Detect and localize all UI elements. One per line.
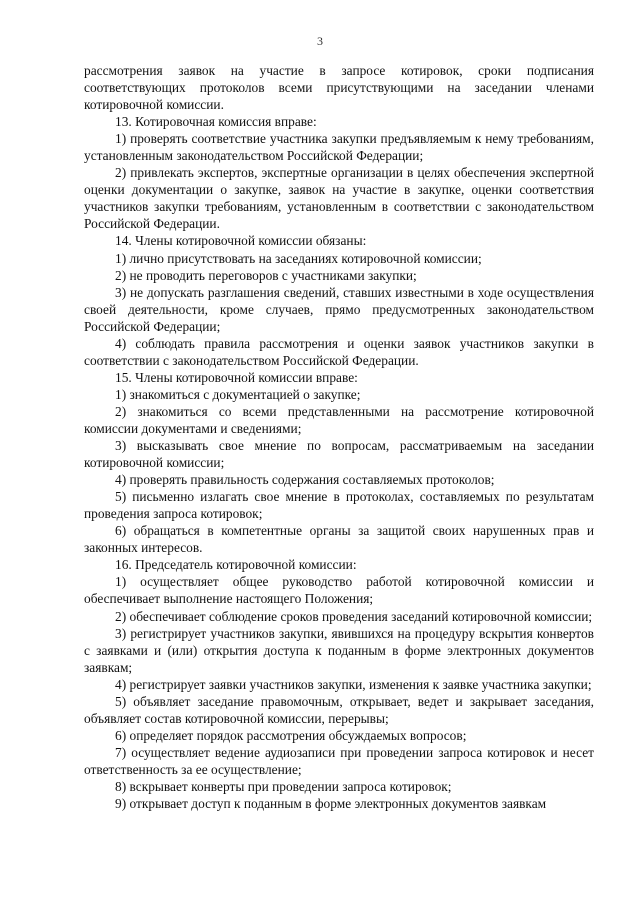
paragraph: 2) не проводить переговоров с участниками закупки; <box>115 267 417 283</box>
paragraph: 7) осуществляет ведение аудиозаписи при проведении запроса котировок и несет ответственность за ее осуществление; <box>84 744 594 777</box>
paragraph: 1) знакомиться с документацией о закупке; <box>115 386 361 402</box>
paragraph: 4) регистрирует заявки участников закупки, изменения к заявке участника закупки; <box>115 676 592 692</box>
paragraph: 2) привлекать экспертов, экспертные организации в целях обеспечения экспертной оценки документации о закупке, заявок на участие в закупке, оценки соответствия участников закупки требованиям, установленным в соответствии с законодательством Российской Федерации. <box>84 165 594 232</box>
paragraph: 15. Члены котировочной комиссии вправе: <box>115 369 358 385</box>
paragraph: 2) обеспечивает соблюдение сроков проведения заседаний котировочной комиссии; <box>115 608 593 624</box>
paragraph: 16. Председатель котировочной комиссии: <box>115 557 357 573</box>
paragraph: 6) определяет порядок рассмотрения обсуждаемых вопросов; <box>115 727 467 743</box>
paragraph: 14. Члены котировочной комиссии обязаны: <box>115 233 367 249</box>
paragraph: 1) лично присутствовать на заседаниях котировочной комиссии; <box>115 250 482 266</box>
paragraph: 9) открывает доступ к поданным в форме электронных документов заявкам <box>115 796 547 812</box>
paragraph: 6) обращаться в компетентные органы за защитой своих нарушенных прав и законных интересов. <box>84 523 594 556</box>
paragraph: 2) знакомиться со всеми представленными на рассмотрение котировочной комиссии документами и сведениями; <box>84 403 594 436</box>
paragraph: 5) объявляет заседание правомочным, открывает, ведет и закрывает заседания, объявляет состав котировочной комиссии, перерывы; <box>84 693 594 726</box>
paragraph: рассмотрения заявок на участие в запросе котировок, сроки подписания соответствующих протоколов всеми присутствующими на заседании членами котировочной комиссии. <box>84 63 594 113</box>
paragraph: 1) проверять соответствие участника закупки предъявляемым к нему требованиям, установленным законодательством Российской Федерации; <box>84 131 594 164</box>
paragraph: 4) проверять правильность содержания составляемых протоколов; <box>115 472 495 488</box>
document-body <box>84 62 594 812</box>
paragraph: 3) не допускать разглашения сведений, ставших известными в ходе осуществления своей деятельности, кроме случаев, прямо предусмотренных законодательством Российской Федерации; <box>84 284 594 334</box>
paragraph: 8) вскрывает конверты при проведении запроса котировок; <box>115 778 452 794</box>
paragraph: 3) регистрирует участников закупки, явившихся на процедуру вскрытия конвертов с заявками и (или) открытия доступа к поданным в форме электронных документов заявкам; <box>84 625 594 675</box>
paragraph: 13. Котировочная комиссия вправе: <box>115 114 317 130</box>
paragraph: 1) осуществляет общее руководство работой котировочной комиссии и обеспечивает выполнение настоящего Положения; <box>84 574 594 607</box>
paragraph: 4) соблюдать правила рассмотрения и оценки заявок участников закупки в соответствии с законодательством Российской Федерации. <box>84 335 594 368</box>
page-number: 3 <box>317 34 323 48</box>
paragraph: 5) письменно излагать свое мнение в протоколах, составляемых по результатам проведения запроса котировок; <box>84 489 594 522</box>
paragraph: 3) высказывать свое мнение по вопросам, рассматриваемым на заседании котировочной комиссии; <box>84 438 594 471</box>
